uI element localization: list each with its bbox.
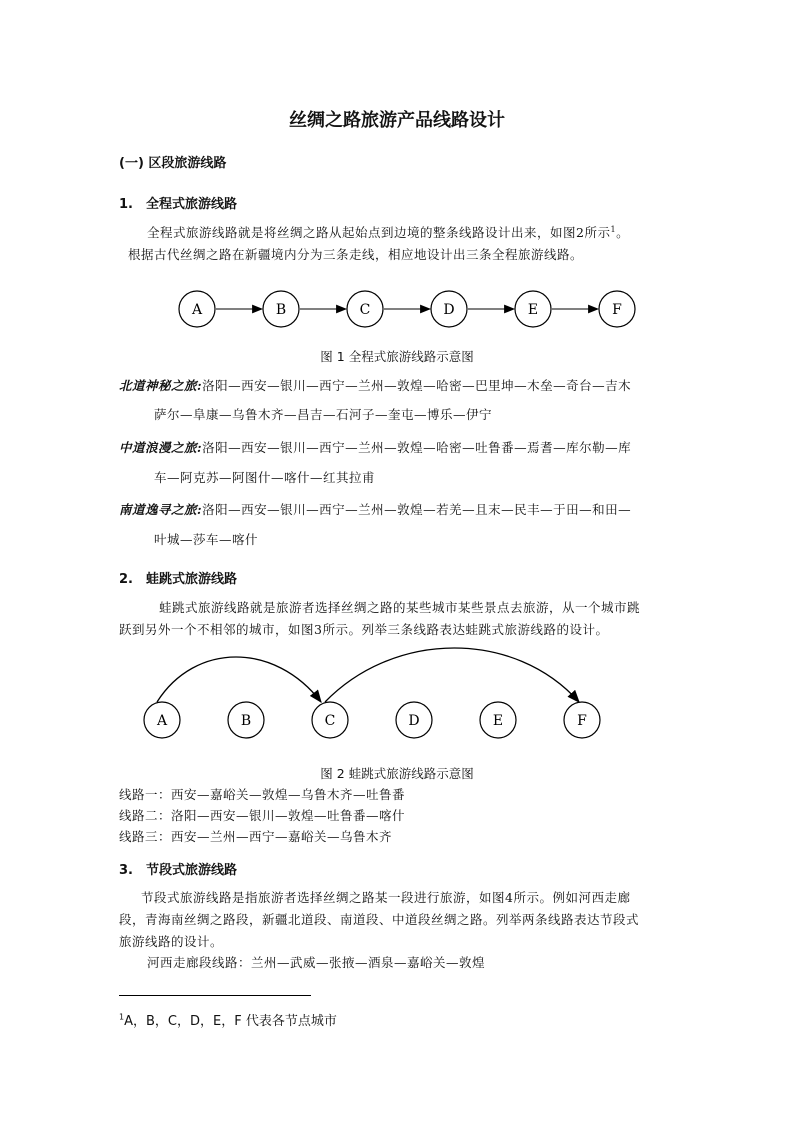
leapfrog-route-3: 线路三：西安—兰州—西宁—嘉峪关—乌鲁木齐 xyxy=(119,829,393,844)
node-a xyxy=(179,291,215,327)
node-c xyxy=(312,702,348,738)
node-c xyxy=(347,291,383,327)
svg-text:E: E xyxy=(492,713,504,729)
figure-1-caption: 图 1 全程式旅游线路示意图 xyxy=(320,349,474,364)
route-middle-line-1 xyxy=(119,438,631,456)
footnote xyxy=(119,1010,337,1029)
svg-text:D: D xyxy=(408,713,420,729)
route-south-stops-1: 洛阳—西安—银川—西宁—兰州—敦煌—若羌—且末—民丰—于田—和田— xyxy=(202,502,632,517)
paragraph-2-line-2: 跃到另外一个不相邻的城市，如图3所示。列举三条线路表达蛙跳式旅游线路的设计。 xyxy=(119,622,609,637)
route-south-name: 南道逸寻之旅: xyxy=(119,502,203,517)
subsection-heading-1: 1. 全程式旅游线路 xyxy=(119,197,237,212)
route-north-stops-1: 洛阳—西安—银川—西宁—兰州—敦煌—哈密—巴里坤—木垒—奇台—吉木 xyxy=(202,378,632,393)
route-north-line-2: 萨尔—阜康—乌鲁木齐—昌吉—石河子—奎屯—博乐—伊宁 xyxy=(154,407,493,422)
section-heading: (一) 区段旅游线路 xyxy=(119,156,227,171)
node-b xyxy=(228,702,264,738)
paragraph-3-line-3: 旅游线路的设计。 xyxy=(119,934,224,949)
svg-text:D: D xyxy=(443,302,455,318)
node-d xyxy=(396,702,432,738)
svg-text:C: C xyxy=(324,713,336,729)
footnote-text: A，B，C，D，E，F 代表各节点城市 xyxy=(124,1014,337,1029)
node-f xyxy=(599,291,635,327)
node-e xyxy=(480,702,516,738)
svg-text:B: B xyxy=(240,713,252,729)
svg-text:E: E xyxy=(527,302,539,318)
route-middle-line-2: 车—阿克苏—阿图什—喀什—红其拉甫 xyxy=(154,470,376,485)
svg-text:F: F xyxy=(612,302,622,318)
page-title: 丝绸之路旅游产品线路设计 xyxy=(289,110,505,131)
paragraph-1-text: 全程式旅游线路就是将丝绸之路从起始点到边境的整条线路设计出来，如图2所示 xyxy=(147,225,611,240)
svg-text:B: B xyxy=(275,302,287,318)
figure-2-caption: 图 2 蛙跳式旅游线路示意图 xyxy=(320,766,474,781)
leapfrog-route-1: 线路一：西安—嘉峪关—敦煌—乌鲁木齐—吐鲁番 xyxy=(119,787,406,802)
paragraph-3-line-2: 段，青海南丝绸之路段，新疆北道段、南道段、中道段丝绸之路。列举两条线路表达节段式 xyxy=(119,912,640,927)
leapfrog-route-2: 线路二：洛阳—西安—银川—敦煌—吐鲁番—喀什 xyxy=(119,808,406,823)
svg-text:A: A xyxy=(191,302,203,318)
node-b xyxy=(263,291,299,327)
svg-text:A: A xyxy=(156,713,168,729)
subsection-heading-2: 2. 蛙跳式旅游线路 xyxy=(119,572,237,587)
jump-arrow-a-c xyxy=(157,657,321,702)
svg-text:C: C xyxy=(359,302,371,318)
route-middle-stops-1: 洛阳—西安—银川—西宁—兰州—敦煌—哈密—吐鲁番—焉耆—库尔勒—库 xyxy=(202,440,632,455)
leapfrog-route-diagram xyxy=(135,640,615,746)
node-f xyxy=(564,702,600,738)
paragraph-1-end: 。 xyxy=(616,225,630,240)
node-e xyxy=(515,291,551,327)
route-north-line-1 xyxy=(119,376,631,394)
paragraph-1-line-2: 根据古代丝绸之路在新疆境内分为三条走线，相应地设计出三条全程旅游线路。 xyxy=(128,247,584,262)
paragraph-2-line-1: 蛙跳式旅游线路就是旅游者选择丝绸之路的某些城市某些景点去旅游，从一个城市跳 xyxy=(159,600,641,615)
subsection-heading-3: 3. 节段式旅游线路 xyxy=(119,863,237,878)
route-middle-name: 中道浪漫之旅: xyxy=(119,440,203,455)
footnote-ref: 1 xyxy=(610,224,617,234)
route-north-name: 北道神秘之旅: xyxy=(119,378,203,393)
paragraph-1-line-1 xyxy=(147,223,629,241)
node-a xyxy=(144,702,180,738)
full-route-diagram xyxy=(170,285,650,335)
svg-text:F: F xyxy=(577,713,587,729)
jump-arrow-c-f xyxy=(325,648,579,702)
paragraph-3-line-1: 节段式旅游线路是指旅游者选择丝绸之路某一段进行旅游，如图4所示。例如河西走廊 xyxy=(141,890,631,905)
paragraph-3-line-4: 河西走廊段线路：兰州—武威—张掖—酒泉—嘉峪关—敦煌 xyxy=(147,955,486,970)
node-d xyxy=(431,291,467,327)
footnote-mark: 1 xyxy=(119,1012,125,1022)
route-south-line-1 xyxy=(119,500,631,518)
route-south-line-2: 叶城—莎车—喀什 xyxy=(154,532,259,547)
footnote-separator xyxy=(119,995,311,996)
